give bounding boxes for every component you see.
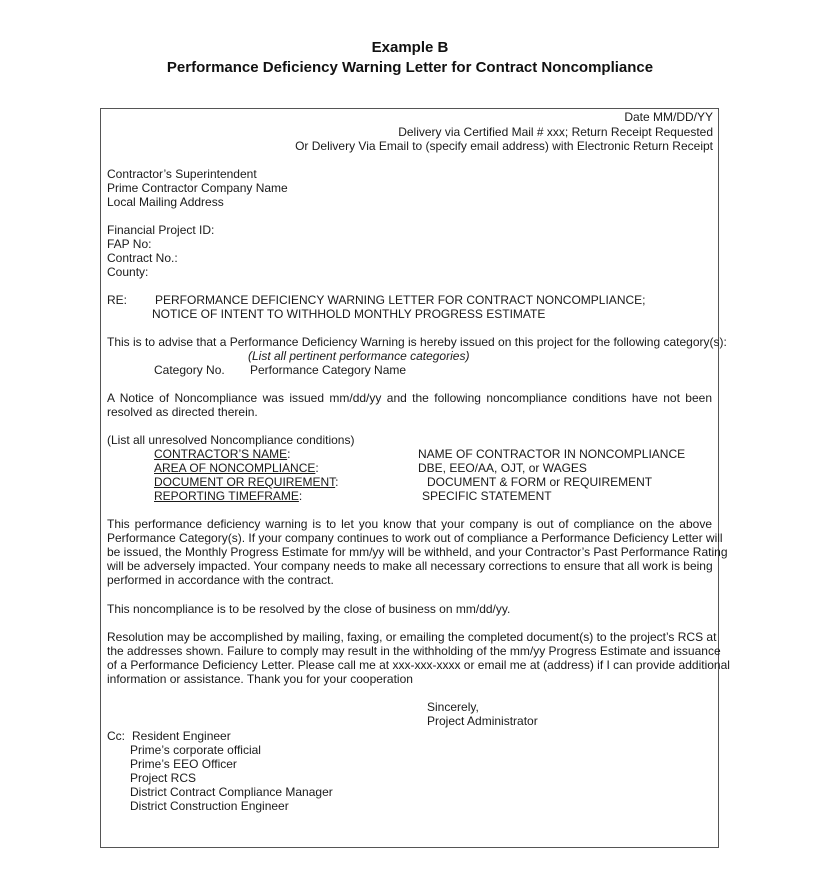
warning-paragraph-line: be issued, the Monthly Progress Estimate for mm/yy will be withheld, and your Contractor’s Past Performance Rating xyxy=(107,545,728,559)
condition-row: AREA OF NONCOMPLIANCE: xyxy=(154,461,319,475)
address-line: Prime Contractor Company Name xyxy=(107,181,288,195)
project-id-line: FAP No: xyxy=(107,237,152,251)
re-subject-line: NOTICE OF INTENT TO WITHHOLD MONTHLY PROGRESS ESTIMATE xyxy=(152,307,546,321)
re-label: RE: xyxy=(107,293,128,307)
cc-recipient: District Construction Engineer xyxy=(130,799,289,813)
condition-label: DOCUMENT OR REQUIREMENT xyxy=(154,475,336,489)
resolve-by-line: This noncompliance is to be resolved by the close of business on mm/dd/yy. xyxy=(107,602,511,616)
letter-date: Date MM/DD/YY xyxy=(624,110,713,124)
cc-recipient: Resident Engineer xyxy=(132,729,231,743)
resolution-paragraph-line: information or assistance. Thank you for your cooperation xyxy=(107,672,413,686)
cc-label: Cc: xyxy=(107,729,125,743)
warning-paragraph-line: will be adversely impacted. Your company needs to make all necessary corrections to ensure that all work is being xyxy=(107,559,713,573)
condition-value: NAME OF CONTRACTOR IN NONCOMPLIANCE xyxy=(418,447,686,461)
category-no: Category No. xyxy=(154,363,225,377)
warning-paragraph-line: Performance Category(s). If your company continues to work out of compliance a Performance Deficiency Letter will xyxy=(107,531,723,545)
warning-paragraph-line: performed in accordance with the contract. xyxy=(107,573,334,587)
project-id-line: Contract No.: xyxy=(107,251,178,265)
condition-value: DBE, EEO/AA, OJT, or WAGES xyxy=(418,461,587,475)
resolution-paragraph-line: the addresses shown. Failure to comply may result in the withholding of the mm/yy Progress Estimate and issuance xyxy=(107,644,721,658)
notice-paragraph-line: resolved as directed therein. xyxy=(107,405,258,419)
advise-list-note: (List all pertinent performance categories) xyxy=(248,349,470,363)
cc-recipient: Project RCS xyxy=(130,771,197,785)
condition-row: REPORTING TIMEFRAME: xyxy=(154,489,303,503)
notice-paragraph-line: A Notice of Noncompliance was issued mm/dd/yy and the following noncompliance conditions have not been xyxy=(107,391,712,405)
condition-label: CONTRACTOR’S NAME xyxy=(154,447,288,461)
address-line: Contractor’s Superintendent xyxy=(107,167,257,181)
conditions-intro: (List all unresolved Noncompliance conditions) xyxy=(107,433,355,447)
re-subject-line: PERFORMANCE DEFICIENCY WARNING LETTER FOR CONTRACT NONCOMPLIANCE; xyxy=(155,293,646,307)
condition-value: SPECIFIC STATEMENT xyxy=(422,489,552,503)
cc-recipient: Prime’s EEO Officer xyxy=(130,757,237,771)
condition-value: DOCUMENT & FORM or REQUIREMENT xyxy=(427,475,653,489)
document-subtitle: Performance Deficiency Warning Letter for Contract Noncompliance xyxy=(166,59,654,76)
cc-recipient: District Contract Compliance Manager xyxy=(130,785,333,799)
condition-label: AREA OF NONCOMPLIANCE xyxy=(154,461,316,475)
resolution-paragraph-line: Resolution may be accomplished by mailing, faxing, or emailing the completed document(s) to the project’s RCS at xyxy=(107,630,717,644)
resolution-paragraph-line: of a Performance Deficiency Letter. Please call me at xxx-xxx-xxxx or email me at (address) if I can provide additional xyxy=(107,658,730,672)
condition-row: CONTRACTOR’S NAME: xyxy=(154,447,291,461)
delivery-mail: Delivery via Certified Mail # xxx; Return Receipt Requested xyxy=(398,125,713,139)
warning-paragraph-line: This performance deficiency warning is to let you know that your company is out of compliance on the above xyxy=(107,517,712,531)
signer-title: Project Administrator xyxy=(427,714,538,728)
project-id-line: County: xyxy=(107,265,149,279)
document-title: Example B xyxy=(371,39,449,56)
advise-paragraph: This is to advise that a Performance Deficiency Warning is hereby issued on this project for the following category(s): xyxy=(107,335,727,349)
cc-recipient: Prime’s corporate official xyxy=(130,743,261,757)
address-line: Local Mailing Address xyxy=(107,195,224,209)
closing: Sincerely, xyxy=(427,700,479,714)
delivery-email: Or Delivery Via Email to (specify email address) with Electronic Return Receipt xyxy=(295,139,713,153)
category-name: Performance Category Name xyxy=(250,363,407,377)
project-id-line: Financial Project ID: xyxy=(107,223,215,237)
condition-row: DOCUMENT OR REQUIREMENT: xyxy=(154,475,339,489)
condition-label: REPORTING TIMEFRAME xyxy=(154,489,299,503)
